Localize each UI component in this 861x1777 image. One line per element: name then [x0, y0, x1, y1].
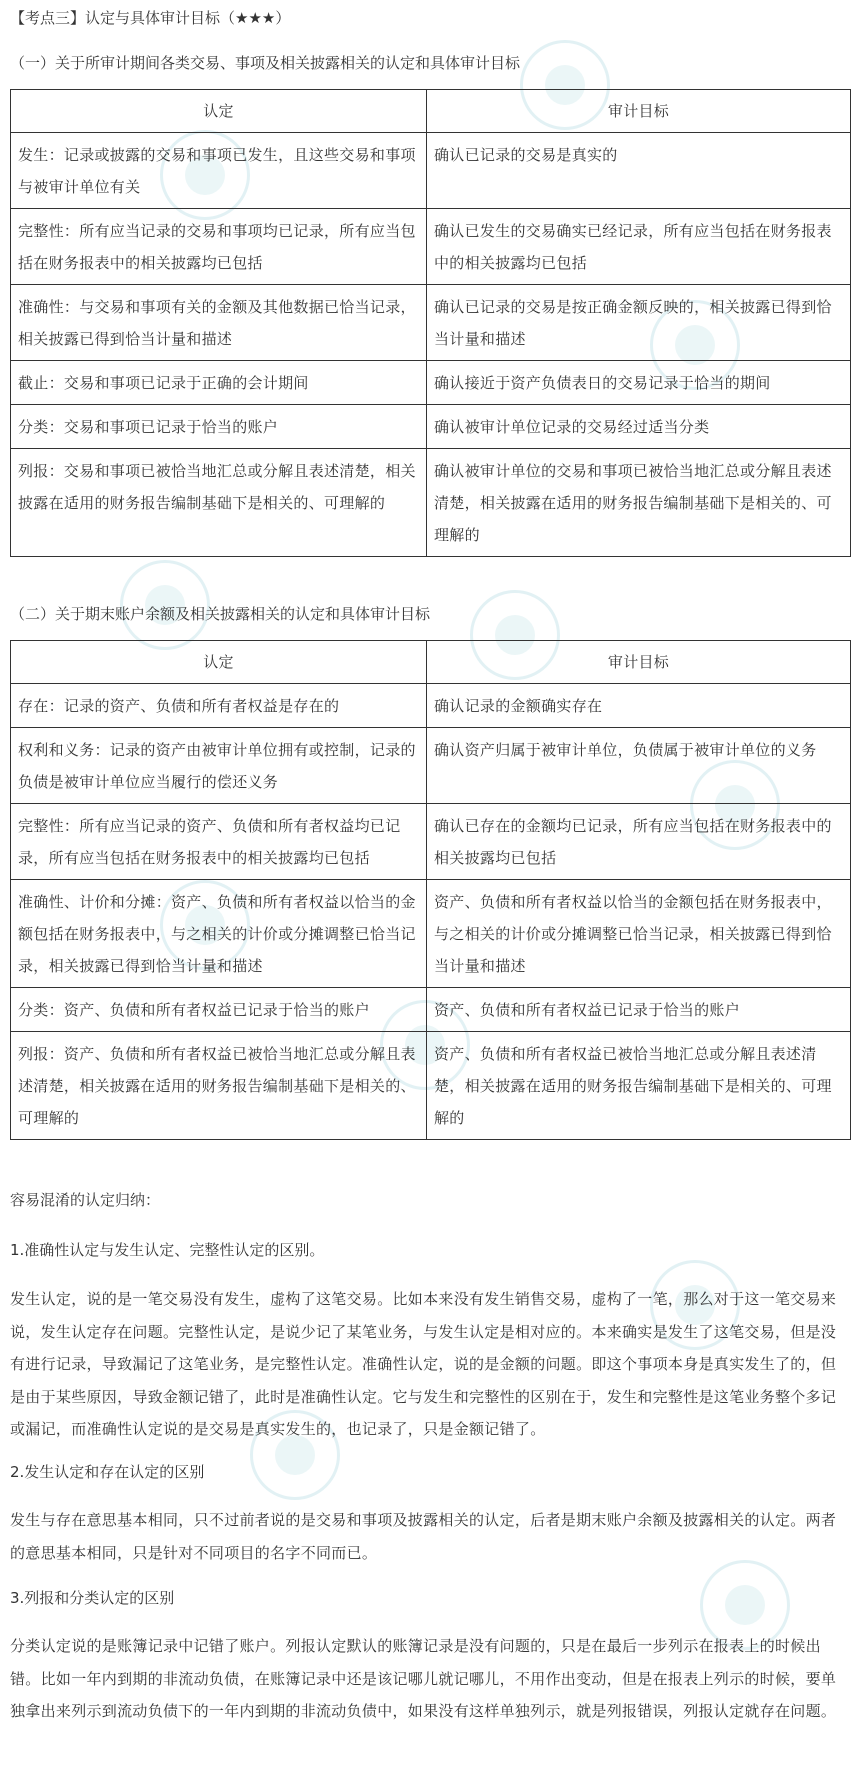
- note-heading: 3.列报和分类认定的区别: [10, 1589, 175, 1607]
- objective-cell: 确认资产归属于被审计单位，负债属于被审计单位的义务: [427, 728, 851, 804]
- assertion-cell: 准确性：与交易和事项有关的金额及其他数据已恰当记录，相关披露已得到恰当计量和描述: [11, 285, 427, 361]
- objective-cell: 资产、负债和所有者权益已记录于恰当的账户: [427, 988, 851, 1032]
- table-header-row: [11, 641, 851, 684]
- assertion-cell: 列报：交易和事项已被恰当地汇总或分解且表述清楚，相关披露在适用的财务报告编制基础下是相关的、可理解的: [11, 449, 427, 557]
- table-row: [11, 405, 851, 449]
- table-row: [11, 133, 851, 209]
- note-paragraph: 发生与存在意思基本相同，只不过前者说的是交易和事项及披露相关的认定，后者是期末账户余额及披露相关的认定。两者的意思基本相同，只是针对不同项目的名字不同而已。: [10, 1511, 837, 1562]
- assertion-cell: 分类：交易和事项已记录于恰当的账户: [11, 405, 427, 449]
- section-heading-1: （一）关于所审计期间各类交易、事项及相关披露相关的认定和具体审计目标: [10, 54, 521, 72]
- table-header-row: [11, 90, 851, 133]
- note-heading: 2.发生认定和存在认定的区别: [10, 1463, 205, 1481]
- objective-cell: 确认已记录的交易是按正确金额反映的，相关披露已得到恰当计量和描述: [427, 285, 851, 361]
- objective-cell: 确认被审计单位的交易和事项已被恰当地汇总或分解且表述清楚，相关披露在适用的财务报告编制基础下是相关的、可理解的: [427, 449, 851, 557]
- assertion-cell: 截止：交易和事项已记录于正确的会计期间: [11, 361, 427, 405]
- objective-cell: 确认已记录的交易是真实的: [427, 133, 851, 209]
- objective-cell: 资产、负债和所有者权益以恰当的金额包括在财务报表中，与之相关的计价或分摊调整已恰当记录，相关披露已得到恰当计量和描述: [427, 880, 851, 988]
- assertion-table-1: [10, 89, 851, 557]
- assertion-cell: 分类：资产、负债和所有者权益已记录于恰当的账户: [11, 988, 427, 1032]
- table-row: [11, 1032, 851, 1140]
- column-header: 认定: [11, 90, 427, 133]
- table-row: [11, 449, 851, 557]
- page-title: 【考点三】认定与具体审计目标（★★★）: [10, 9, 291, 27]
- assertion-cell: 存在：记录的资产、负债和所有者权益是存在的: [11, 684, 427, 728]
- section-heading-2: （二）关于期末账户余额及相关披露相关的认定和具体审计目标: [10, 605, 431, 623]
- assertion-cell: 准确性、计价和分摊：资产、负债和所有者权益以恰当的金额包括在财务报表中，与之相关的计价或分摊调整已恰当记录，相关披露已得到恰当计量和描述: [11, 880, 427, 988]
- note-paragraph: 发生认定，说的是一笔交易没有发生，虚构了这笔交易。比如本来没有发生销售交易，虚构了一笔，那么对于这一笔交易来说，发生认定存在问题。完整性认定，是说少记了某笔业务，与发生认定是相对应的。本来确实是发生了这笔交易，但是没有进行记录，导致漏记了这笔业务，是完整性认定。准确性认定，说的是金额的问题。即这个事项本身是真实发生了的，但是由于某些原因，导致金额记错了，此时是准确性认定。它与发生和完整性的区别在于，发生和完整性是这笔业务整个多记或漏记，而准确性认定说的是交易是真实发生的，也记录了，只是金额记错了。: [10, 1290, 837, 1438]
- column-header: 审计目标: [427, 641, 851, 684]
- table-row: [11, 361, 851, 405]
- objective-cell: 确认接近于资产负债表日的交易记录于恰当的期间: [427, 361, 851, 405]
- notes-intro: 容易混淆的认定归纳：: [10, 1191, 161, 1209]
- table-row: [11, 285, 851, 361]
- assertion-cell: 发生：记录或披露的交易和事项已发生，且这些交易和事项与被审计单位有关: [11, 133, 427, 209]
- column-header: 认定: [11, 641, 427, 684]
- assertion-cell: 完整性：所有应当记录的交易和事项均已记录，所有应当包括在财务报表中的相关披露均已包括: [11, 209, 427, 285]
- table-row: [11, 209, 851, 285]
- table-row: [11, 728, 851, 804]
- column-header: 审计目标: [427, 90, 851, 133]
- objective-cell: 确认已发生的交易确实已经记录，所有应当包括在财务报表中的相关披露均已包括: [427, 209, 851, 285]
- assertion-cell: 完整性：所有应当记录的资产、负债和所有者权益均已记录，所有应当包括在财务报表中的相关披露均已包括: [11, 804, 427, 880]
- table-row: [11, 880, 851, 988]
- assertion-cell: 权利和义务：记录的资产由被审计单位拥有或控制，记录的负债是被审计单位应当履行的偿还义务: [11, 728, 427, 804]
- assertion-table-2: [10, 640, 851, 1140]
- table-row: [11, 804, 851, 880]
- assertion-cell: 列报：资产、负债和所有者权益已被恰当地汇总或分解且表述清楚，相关披露在适用的财务报告编制基础下是相关的、可理解的: [11, 1032, 427, 1140]
- note-heading: 1.准确性认定与发生认定、完整性认定的区别。: [10, 1241, 325, 1259]
- table-row: [11, 684, 851, 728]
- objective-cell: 确认被审计单位记录的交易经过适当分类: [427, 405, 851, 449]
- note-paragraph: 分类认定说的是账簿记录中记错了账户。列报认定默认的账簿记录是没有问题的，只是在最后一步列示在报表上的时候出错。比如一年内到期的非流动负债，在账簿记录中还是该记哪儿就记哪儿，不用作出变动，但是在报表上列示的时候，要单独拿出来列示到流动负债下的一年内到期的非流动负债中，如果没有这样单独列示，就是列报错误，列报认定就存在问题。: [10, 1637, 837, 1720]
- objective-cell: 确认记录的金额确实存在: [427, 684, 851, 728]
- table-row: [11, 988, 851, 1032]
- objective-cell: 确认已存在的金额均已记录，所有应当包括在财务报表中的相关披露均已包括: [427, 804, 851, 880]
- objective-cell: 资产、负债和所有者权益已被恰当地汇总或分解且表述清楚，相关披露在适用的财务报告编制基础下是相关的、可理解的: [427, 1032, 851, 1140]
